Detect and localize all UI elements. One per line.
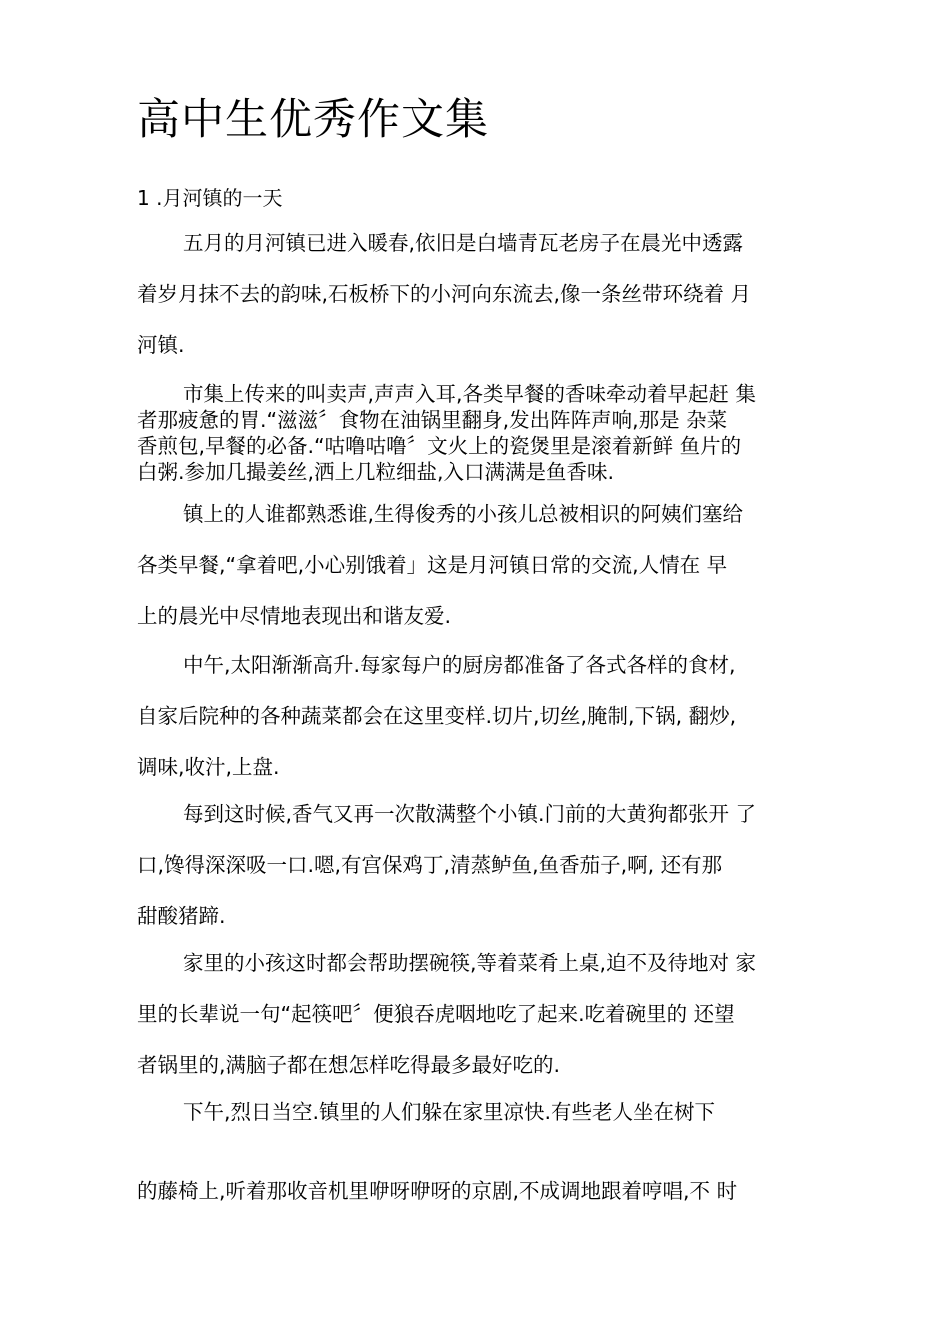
- paragraph-line: 白粥.参加几撮姜丝,洒上几粒细盐,入口满满是鱼香味.: [137, 460, 615, 484]
- paragraph-2: [137, 381, 837, 485]
- paragraph-line: 家里的小孩这时都会帮助摆碗筷,等着菜肴上桌,迫不及待地对 家: [183, 951, 757, 975]
- paragraph-6: [137, 938, 837, 1091]
- paragraph-7: [137, 1087, 837, 1138]
- paragraph-line: 口,馋得深深吸一口.嗯,有宫保鸡丁,清蒸鲈鱼,鱼香茄子,啊, 还有那: [137, 853, 723, 877]
- paragraph-line: 上的晨光中尽情地表现出和谐友爱.: [137, 604, 452, 628]
- essay-heading: 1 .月河镇的一天: [137, 186, 283, 210]
- paragraph-line: 着岁月抹不去的韵味,石板桥下的小河向东流去,像一条丝带环绕着 月: [137, 282, 752, 306]
- paragraph-line: 镇上的人谁都熟悉谁,生得俊秀的小孩儿总被相识的阿姨们塞给: [183, 502, 744, 526]
- paragraph-line: 甜酸猪蹄.: [137, 904, 226, 928]
- paragraph-line: 香煎包,早餐的必备.“咕噜咕噜〞文火上的瓷煲里是滚着新鲜 鱼片的: [137, 434, 742, 458]
- paragraph-line: 中午,太阳渐渐高升.每家每户的厨房都准备了各式各样的食材,: [183, 653, 736, 677]
- paragraph-line: 的藤椅上,听着那收音机里咿呀咿呀的京剧,不成调地跟着哼唱,不 时: [137, 1179, 738, 1203]
- paragraph-line: 者锅里的,满脑子都在想怎样吃得最多最好吃的.: [137, 1053, 561, 1077]
- paragraph-line: 自家后院种的各种蔬菜都会在这里变样.切片,切丝,腌制,下锅, 翻炒,: [137, 704, 737, 728]
- paragraph-line: 河镇.: [137, 333, 185, 357]
- paragraph-line: 五月的月河镇已进入暖春,依旧是白墙青瓦老房子在晨光中透露: [183, 231, 744, 255]
- paragraph-3: [137, 489, 837, 642]
- paragraph-line: 里的长辈说一句“起筷吧〞便狼吞虎咽地吃了起来.吃着碗里的 还望: [137, 1002, 735, 1026]
- paragraph-1: [137, 218, 837, 371]
- paragraph-line: 者那疲惫的胃.“滋滋〞食物在油锅里翻身,发出阵阵声响,那是 杂菜: [137, 408, 728, 432]
- paragraph-line: 市集上传来的叫卖声,声声入耳,各类早餐的香味牵动着早起赶 集: [183, 382, 757, 406]
- paragraph-4: [137, 640, 837, 793]
- paragraph-line: 每到这时候,香气又再一次散满整个小镇.门前的大黄狗都张开 了: [183, 802, 757, 826]
- paragraph-line: 各类早餐,“拿着吧,小心别饿着」这是月河镇日常的交流,人情在 早: [137, 553, 728, 577]
- document-title: 高中生优秀作文集: [137, 95, 489, 145]
- paragraph-line: 调味,收汁,上盘.: [137, 755, 280, 779]
- paragraph-8: [137, 1166, 837, 1217]
- paragraph-5: [137, 789, 837, 942]
- paragraph-line: 下午,烈日当空.镇里的人们躲在家里凉快.有些老人坐在树下: [183, 1100, 716, 1124]
